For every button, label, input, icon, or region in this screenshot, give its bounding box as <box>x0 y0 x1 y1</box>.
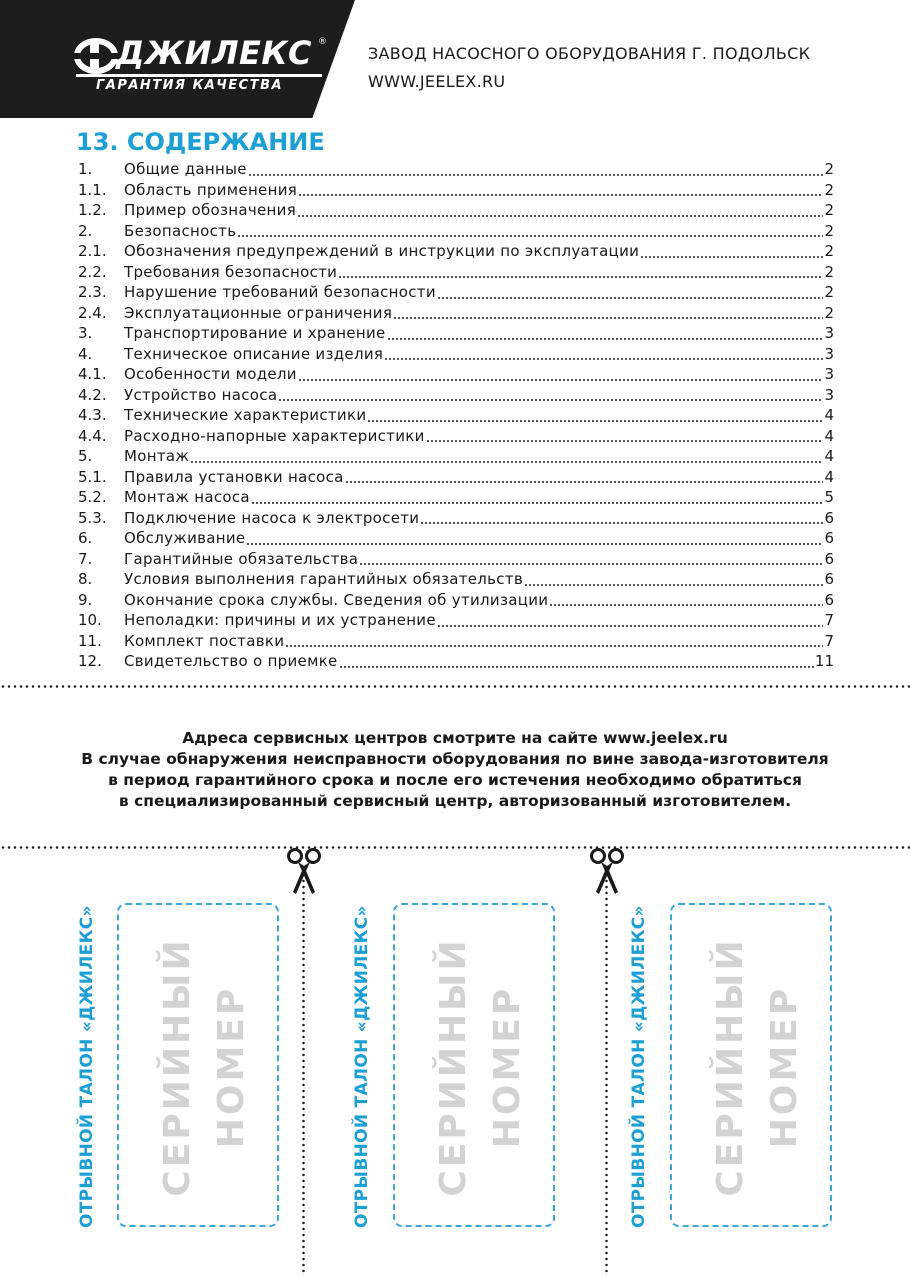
serial-number-box[interactable] <box>393 903 555 1227</box>
toc-item-page: 2 <box>824 160 834 178</box>
toc-item-number: 1.1. <box>78 180 107 199</box>
toc-item-page: 6 <box>824 570 834 588</box>
serial-label-line1: СЕРИЙНЫЙ <box>710 937 751 1197</box>
toc-item-number: 5.2. <box>78 488 107 506</box>
website-link[interactable]: WWW.JEELEX.RU <box>368 72 506 91</box>
toc-item-page: 6 <box>824 508 834 527</box>
toc-item-title: Обозначения предупреждений в инструкции по эксплуатации <box>124 242 640 260</box>
toc-item-number: 2.1. <box>78 242 107 260</box>
toc-item[interactable] <box>78 632 834 653</box>
toc-item-leader <box>246 543 823 545</box>
toc-item-number: 3. <box>78 324 93 342</box>
toc-item-number: 4.1. <box>78 365 107 383</box>
toc-item-title: Требования безопасности <box>124 262 338 281</box>
serial-label-line1: СЕРИЙНЫЙ <box>157 937 198 1197</box>
toc-item-title: Расходно-напорные характеристики <box>124 426 425 445</box>
toc-item-page: 2 <box>824 242 834 260</box>
toc-item-leader <box>339 666 814 668</box>
toc-item-number: 6. <box>78 529 93 547</box>
coupon-label: ОТРЫВНОЙ ТАЛОН «ДЖИЛЕКС» <box>629 905 649 1228</box>
toc-item-title: Безопасность <box>124 221 237 240</box>
toc-item-page: 2 <box>824 262 834 281</box>
cut-line-vertical <box>302 872 305 1276</box>
toc-item-leader <box>251 502 824 504</box>
toc-item[interactable] <box>78 406 834 427</box>
cut-line-vertical <box>605 872 608 1276</box>
toc-item-number: 8. <box>78 570 93 588</box>
toc-item-title: Транспортирование и хранение <box>124 324 386 342</box>
toc-item-leader <box>393 317 823 319</box>
toc-item-number: 5.3. <box>78 508 107 527</box>
toc-item-title: Эксплуатационные ограничения <box>124 303 393 322</box>
toc-item[interactable] <box>78 365 834 386</box>
scissors-icon <box>286 846 322 896</box>
toc-item[interactable] <box>78 304 834 325</box>
serial-label-line2: НОМЕР <box>487 985 528 1149</box>
toc-item[interactable] <box>78 222 834 243</box>
toc-item-title: Гарантийные обязательства <box>124 549 359 568</box>
toc-item[interactable] <box>78 447 834 468</box>
toc-item-title: Пример обозначения <box>124 201 297 219</box>
coupon-label: ОТРЫВНОЙ ТАЛОН «ДЖИЛЕКС» <box>77 905 97 1228</box>
service-note-line: В случае обнаружения неисправности оборудования по вине завода-изготовителя <box>81 750 829 768</box>
dotted-separator <box>0 685 910 688</box>
toc-item-leader <box>384 358 823 360</box>
toc-item[interactable] <box>78 570 834 591</box>
toc-item[interactable] <box>78 509 834 530</box>
toc-item-leader <box>640 256 823 258</box>
toc-item-number: 7. <box>78 549 93 568</box>
registered-mark: ® <box>318 37 327 47</box>
toc-item-number: 4.3. <box>78 406 107 424</box>
toc-item-number: 2.3. <box>78 283 107 301</box>
toc-item[interactable] <box>78 529 834 550</box>
toc-item-number: 1.2. <box>78 201 107 219</box>
toc-item-page: 6 <box>824 529 834 547</box>
toc-item[interactable] <box>78 263 834 284</box>
factory-name: ЗАВОД НАСОСНОГО ОБОРУДОВАНИЯ Г. ПОДОЛЬСК <box>368 44 811 63</box>
serial-label-line2: НОМЕР <box>211 985 252 1149</box>
toc-item[interactable] <box>78 201 834 222</box>
toc-item-leader <box>426 440 824 442</box>
serial-label-line1: СЕРИЙНЫЙ <box>433 937 474 1197</box>
service-note-line: Адреса сервисных центров смотрите на сайте www.jeelex.ru <box>182 729 728 747</box>
toc-item-page: 11 <box>814 652 834 670</box>
toc-title: 13. СОДЕРЖАНИЕ <box>76 128 325 156</box>
toc-item-page: 3 <box>824 344 834 363</box>
service-note <box>0 728 910 812</box>
toc-item-title: Монтаж <box>124 447 190 465</box>
toc-item-page: 7 <box>824 631 834 650</box>
toc-item-leader <box>297 215 823 217</box>
toc-item-number: 9. <box>78 590 93 609</box>
toc-item-leader <box>278 399 823 401</box>
toc-list <box>78 160 834 673</box>
toc-item-leader <box>367 420 823 422</box>
brand-name: ДЖИЛЕКС <box>116 34 313 72</box>
scissors-icon <box>589 846 625 896</box>
toc-item-leader <box>437 625 824 627</box>
toc-item-title: Неполадки: причины и их устранение <box>124 611 436 629</box>
toc-item-page: 2 <box>824 221 834 240</box>
service-note-line: в специализированный сервисный центр, авторизованный изготовителем. <box>118 792 792 810</box>
toc-item-page: 3 <box>824 365 834 383</box>
toc-item-title: Устройство насоса <box>124 385 278 404</box>
toc-item-title: Подключение насоса к электросети <box>124 508 420 527</box>
toc-item-title: Нарушение требований безопасности <box>124 283 436 301</box>
toc-item-title: Обслуживание <box>124 529 246 547</box>
toc-item-page: 2 <box>824 303 834 322</box>
toc-item-number: 2. <box>78 221 93 240</box>
toc-item[interactable] <box>78 652 834 673</box>
toc-item-leader <box>285 645 823 647</box>
toc-item-title: Общие данные <box>124 160 247 178</box>
toc-item-page: 4 <box>824 467 834 486</box>
toc-item-number: 5. <box>78 447 93 465</box>
toc-item-page: 4 <box>824 406 834 424</box>
toc-item-page: 3 <box>824 385 834 404</box>
toc-item-leader <box>549 604 823 606</box>
toc-item-number: 11. <box>78 631 102 650</box>
toc-item-title: Условия выполнения гарантийных обязательств <box>124 570 524 588</box>
toc-item[interactable] <box>78 386 834 407</box>
toc-item-title: Свидетельство о приемке <box>124 652 338 670</box>
toc-item-leader <box>237 235 823 237</box>
toc-item-page: 6 <box>824 590 834 609</box>
toc-item-leader <box>387 338 824 340</box>
toc-item-page: 7 <box>824 611 834 629</box>
toc-item-leader <box>338 276 823 278</box>
toc-item-page: 2 <box>824 201 834 219</box>
brand-underline <box>76 74 322 77</box>
toc-item[interactable] <box>78 550 834 571</box>
toc-item-title: Правила установки насоса <box>124 467 344 486</box>
toc-item-number: 12. <box>78 652 102 670</box>
toc-item-page: 4 <box>824 447 834 465</box>
toc-item-number: 2.2. <box>78 262 107 281</box>
toc-item-title: Комплект поставки <box>124 631 285 650</box>
toc-item-page: 5 <box>824 488 834 506</box>
toc-item-page: 4 <box>824 426 834 445</box>
toc-item-title: Область применения <box>124 180 298 199</box>
toc-item-leader <box>190 461 823 463</box>
toc-item-leader <box>437 297 824 299</box>
toc-item-number: 4.2. <box>78 385 107 404</box>
toc-item-number: 4.4. <box>78 426 107 445</box>
toc-item-leader <box>248 174 824 176</box>
coupon-label: ОТРЫВНОЙ ТАЛОН «ДЖИЛЕКС» <box>352 905 372 1228</box>
toc-item[interactable] <box>78 160 834 181</box>
serial-label-line2: НОМЕР <box>764 985 805 1149</box>
toc-item-title: Техническое описание изделия <box>124 344 384 363</box>
toc-item-number: 5.1. <box>78 467 107 486</box>
toc-item[interactable] <box>78 591 834 612</box>
toc-item-page: 3 <box>824 324 834 342</box>
toc-item-leader <box>345 481 824 483</box>
toc-item[interactable] <box>78 181 834 202</box>
toc-item[interactable] <box>78 345 834 366</box>
toc-item-title: Технические характеристики <box>124 406 367 424</box>
toc-item-leader <box>420 522 823 524</box>
toc-item-title: Монтаж насоса <box>124 488 250 506</box>
brand-tagline: ГАРАНТИЯ КАЧЕСТВА <box>96 78 284 93</box>
toc-item[interactable] <box>78 611 834 632</box>
toc-item[interactable] <box>78 283 834 304</box>
toc-item[interactable] <box>78 427 834 448</box>
serial-number-box[interactable] <box>670 903 832 1227</box>
toc-item-page: 6 <box>824 549 834 568</box>
service-note-line: в период гарантийного срока и после его истечения необходимо обратиться <box>108 771 802 789</box>
toc-item-title: Окончание срока службы. Сведения об утилизации <box>124 590 549 609</box>
toc-item-leader <box>298 194 823 196</box>
toc-item-page: 2 <box>824 283 834 301</box>
toc-item-number: 4. <box>78 344 93 363</box>
toc-item-number: 2.4. <box>78 303 107 322</box>
toc-item-number: 1. <box>78 160 93 178</box>
serial-number-box[interactable] <box>117 903 279 1227</box>
toc-item-leader <box>359 563 823 565</box>
toc-item-number: 10. <box>78 611 102 629</box>
toc-item-title: Особенности модели <box>124 365 297 383</box>
cut-line <box>0 846 910 849</box>
toc-item-leader <box>524 584 823 586</box>
toc-item[interactable] <box>78 488 834 509</box>
toc-item[interactable] <box>78 324 834 345</box>
toc-item-leader <box>298 379 824 381</box>
toc-item[interactable] <box>78 468 834 489</box>
toc-item[interactable] <box>78 242 834 263</box>
toc-item-page: 2 <box>824 180 834 199</box>
